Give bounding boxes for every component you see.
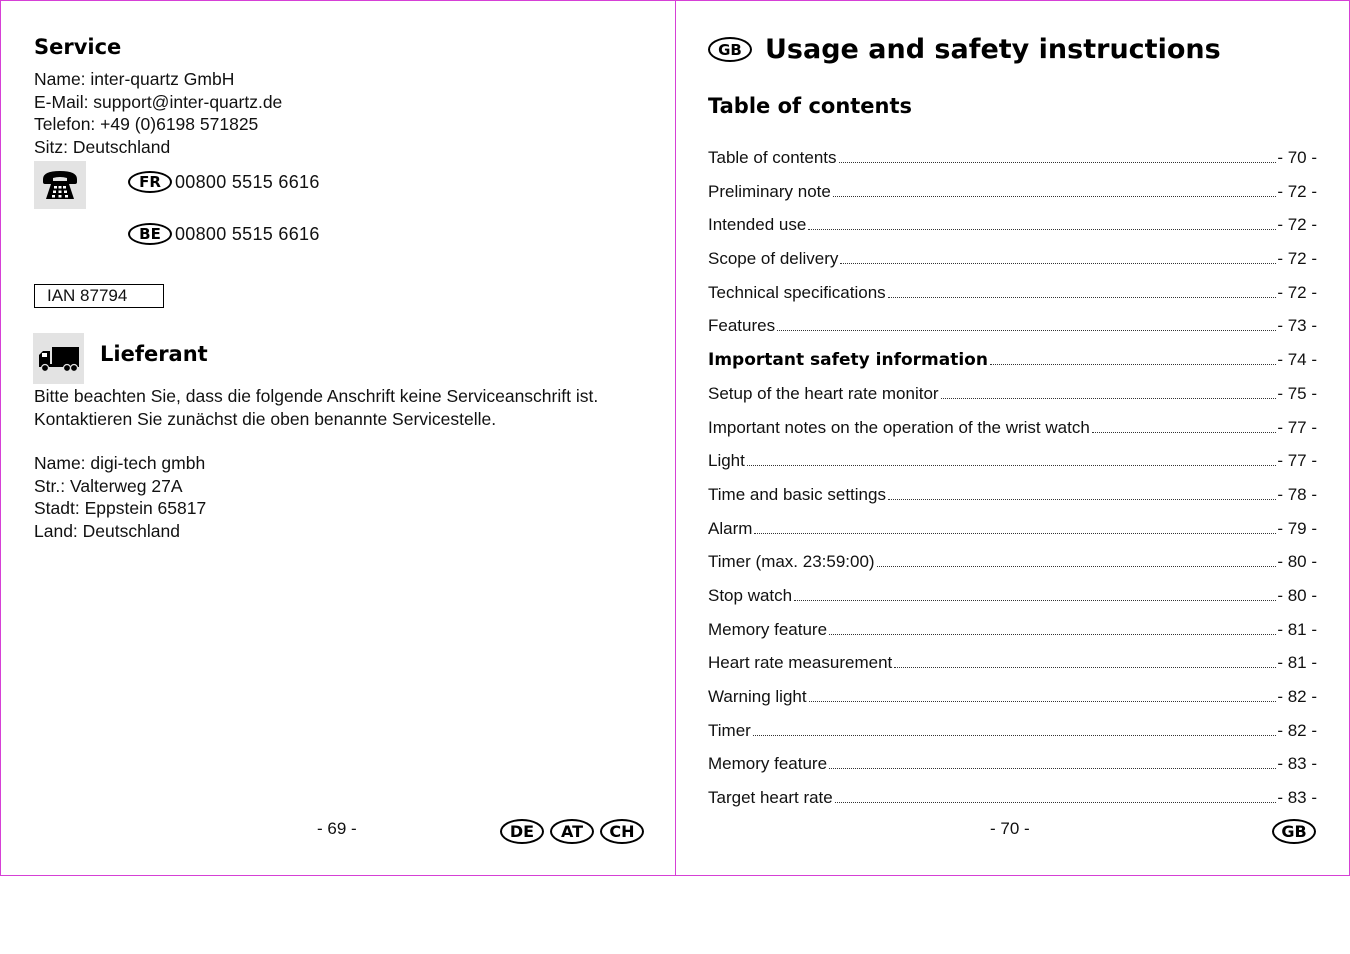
toc-leader-dots bbox=[877, 566, 1277, 567]
toc-entry[interactable] bbox=[708, 585, 1317, 619]
toc-leader-dots bbox=[840, 263, 1276, 264]
phone-number-be: 00800 5515 6616 bbox=[175, 224, 320, 244]
toc-leader-dots bbox=[894, 667, 1276, 668]
toc-entry-page: - 82 - bbox=[1277, 720, 1317, 740]
service-heading: Service bbox=[34, 35, 122, 59]
toc-heading: Table of contents bbox=[708, 94, 913, 118]
toc-entry-label: Preliminary note bbox=[708, 181, 831, 201]
toc-entry[interactable] bbox=[708, 147, 1317, 181]
service-contact-block bbox=[34, 68, 282, 158]
toc-entry-page: - 83 - bbox=[1277, 788, 1317, 808]
lieferant-heading: Lieferant bbox=[100, 342, 208, 366]
service-name: Name: inter-quartz GmbH bbox=[34, 69, 235, 89]
lieferant-address bbox=[34, 452, 206, 542]
table-of-contents bbox=[708, 147, 1317, 821]
toc-entry[interactable] bbox=[708, 450, 1317, 484]
toc-entry-page: - 72 - bbox=[1277, 181, 1317, 201]
left-page bbox=[0, 0, 676, 876]
toc-entry-label: Heart rate measurement bbox=[708, 653, 893, 673]
toc-entry-label: Important safety information bbox=[708, 350, 988, 371]
toc-entry-page: - 80 - bbox=[1277, 585, 1317, 605]
page-number: - 69 - bbox=[317, 819, 357, 838]
toc-leader-dots bbox=[941, 398, 1277, 399]
toc-entry-label: Table of contents bbox=[708, 148, 837, 167]
toc-leader-dots bbox=[777, 330, 1276, 331]
toc-entry-label: Warning light bbox=[708, 687, 807, 706]
notice-line: Kontaktieren Sie zunächst die oben benannte Servicestelle. bbox=[34, 408, 497, 429]
toc-entry-page: - 72 - bbox=[1277, 282, 1317, 302]
toc-leader-dots bbox=[990, 364, 1276, 365]
address-line: Land: Deutschland bbox=[34, 520, 180, 541]
toc-entry-page: - 73 - bbox=[1277, 316, 1317, 336]
toc-entry[interactable] bbox=[708, 315, 1317, 349]
toc-leader-dots bbox=[888, 297, 1277, 298]
country-badge-ch: CH bbox=[600, 819, 644, 844]
toc-entry-page: - 77 - bbox=[1277, 417, 1317, 437]
toc-entry-page: - 81 - bbox=[1277, 653, 1317, 673]
service-email: E-Mail: support@inter-quartz.de bbox=[34, 91, 283, 112]
toc-leader-dots bbox=[833, 196, 1276, 197]
address-line: Stadt: Eppstein 65817 bbox=[34, 498, 207, 518]
toc-entry[interactable] bbox=[708, 214, 1317, 248]
toc-entry-label: Memory feature bbox=[708, 619, 828, 639]
toc-leader-dots bbox=[839, 162, 1277, 163]
ian-number: IAN 87794 bbox=[34, 284, 164, 308]
country-badges bbox=[500, 819, 644, 844]
toc-entry-label: Light bbox=[708, 451, 745, 471]
toc-leader-dots bbox=[747, 465, 1276, 466]
toc-entry-label: Memory feature bbox=[708, 754, 828, 774]
toc-entry-page: - 72 - bbox=[1277, 215, 1317, 235]
toc-entry-label: Timer (max. 23:59:00) bbox=[708, 552, 875, 572]
toc-entry-label: Setup of the heart rate monitor bbox=[708, 383, 939, 403]
toc-entry-page: - 83 - bbox=[1277, 754, 1317, 774]
toc-entry-label: Features bbox=[708, 316, 776, 336]
service-phone: Telefon: +49 (0)6198 571825 bbox=[34, 114, 259, 134]
phone-row-fr bbox=[128, 171, 320, 193]
toc-entry-label: Scope of delivery bbox=[708, 249, 839, 269]
toc-leader-dots bbox=[835, 802, 1277, 803]
toc-entry-page: - 82 - bbox=[1277, 687, 1317, 706]
toc-entry[interactable] bbox=[708, 753, 1317, 787]
toc-leader-dots bbox=[754, 533, 1276, 534]
toc-entry[interactable] bbox=[708, 551, 1317, 585]
toc-leader-dots bbox=[888, 499, 1276, 500]
toc-entry[interactable] bbox=[708, 282, 1317, 316]
toc-entry-page: - 78 - bbox=[1277, 484, 1317, 504]
toc-entry-page: - 74 - bbox=[1277, 350, 1317, 370]
toc-entry-page: - 75 - bbox=[1277, 383, 1317, 403]
language-badge-gb: GB bbox=[708, 37, 752, 62]
address-line: Str.: Valterweg 27A bbox=[34, 475, 183, 496]
telephone-icon bbox=[34, 161, 86, 209]
toc-entry-label: Technical specifications bbox=[708, 282, 886, 302]
page-number: - 70 - bbox=[990, 819, 1030, 838]
page-title: Usage and safety instructions bbox=[765, 34, 1221, 65]
country-badge-gb: GB bbox=[1272, 819, 1316, 844]
toc-entry-label: Intended use bbox=[708, 215, 807, 235]
toc-leader-dots bbox=[808, 229, 1276, 230]
toc-entry-label: Important notes on the operation of the wrist watch bbox=[708, 417, 1090, 437]
toc-entry[interactable] bbox=[708, 181, 1317, 215]
toc-entry-label: Time and basic settings bbox=[708, 484, 886, 504]
country-badge-de: DE bbox=[500, 819, 544, 844]
toc-entry[interactable] bbox=[708, 720, 1317, 754]
toc-entry[interactable] bbox=[708, 619, 1317, 653]
service-seat: Sitz: Deutschland bbox=[34, 136, 171, 157]
toc-entry[interactable] bbox=[708, 417, 1317, 451]
toc-leader-dots bbox=[1092, 432, 1277, 433]
toc-entry[interactable] bbox=[708, 349, 1317, 383]
country-badge-be: BE bbox=[128, 223, 172, 245]
toc-entry[interactable] bbox=[708, 248, 1317, 282]
toc-leader-dots bbox=[753, 735, 1277, 736]
toc-leader-dots bbox=[794, 600, 1276, 601]
toc-entry-page: - 77 - bbox=[1277, 451, 1317, 471]
right-page bbox=[675, 0, 1350, 876]
toc-entry-page: - 81 - bbox=[1277, 619, 1317, 639]
toc-entry-label: Timer bbox=[708, 720, 751, 740]
phone-row-be bbox=[128, 223, 320, 245]
toc-entry[interactable] bbox=[708, 518, 1317, 552]
truck-icon bbox=[33, 333, 84, 384]
toc-entry-page: - 72 - bbox=[1277, 249, 1317, 269]
notice-line: Bitte beachten Sie, dass die folgende Anschrift keine Serviceanschrift ist. bbox=[34, 386, 599, 406]
toc-leader-dots bbox=[829, 768, 1276, 769]
toc-entry-label: Target heart rate bbox=[708, 788, 833, 808]
toc-entry[interactable] bbox=[708, 652, 1317, 686]
toc-entry-page: - 70 - bbox=[1277, 148, 1317, 167]
toc-entry-page: - 79 - bbox=[1277, 518, 1317, 538]
phone-number-fr: 00800 5515 6616 bbox=[175, 172, 320, 192]
country-badge-fr: FR bbox=[128, 171, 172, 193]
lieferant-notice bbox=[34, 385, 598, 430]
toc-entry-label: Alarm bbox=[708, 518, 753, 538]
toc-entry[interactable] bbox=[708, 686, 1317, 720]
toc-entry-page: - 80 - bbox=[1277, 552, 1317, 572]
country-badge-at: AT bbox=[550, 819, 594, 844]
address-line: Name: digi-tech gmbh bbox=[34, 453, 206, 473]
toc-entry[interactable] bbox=[708, 787, 1317, 821]
toc-leader-dots bbox=[809, 701, 1277, 702]
toc-entry[interactable] bbox=[708, 383, 1317, 417]
toc-entry-label: Stop watch bbox=[708, 585, 793, 605]
toc-leader-dots bbox=[829, 634, 1276, 635]
toc-entry[interactable] bbox=[708, 484, 1317, 518]
